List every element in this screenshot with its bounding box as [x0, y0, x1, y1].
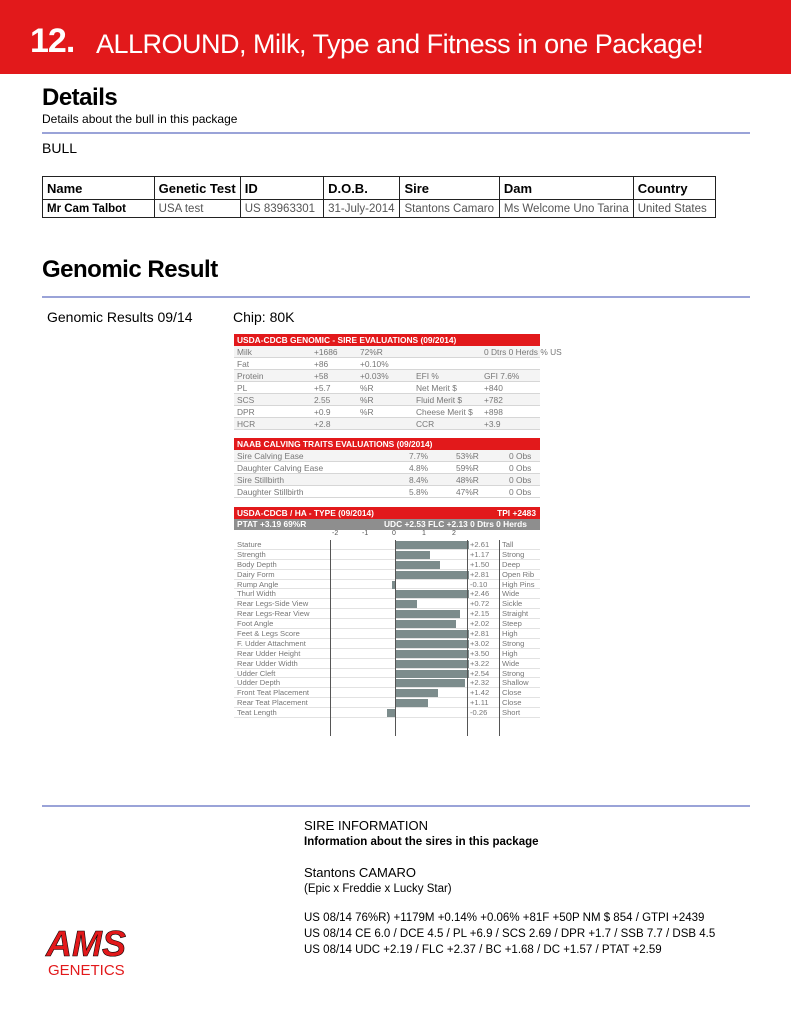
table-cell: Stantons Camaro [400, 200, 499, 218]
sire-info-subheading: Information about the sires in this package [304, 836, 539, 848]
trait-name: Rear Udder Height [237, 648, 301, 658]
logo-text-bottom: GENETICS [48, 962, 125, 978]
evaluation-cell: Protein [237, 371, 264, 381]
type-trait-row [234, 639, 540, 649]
evaluation-cell: +86 [314, 359, 329, 369]
scale-tick-label: 0 [392, 530, 396, 537]
evaluation-cell: Fluid Merit $ [416, 395, 463, 405]
evaluation-cell: Cheese Merit $ [416, 407, 473, 417]
axis-line [330, 540, 331, 736]
trait-description: Deep [502, 559, 521, 569]
evaluation-cell: +3.9 [484, 419, 501, 429]
trait-bar [395, 650, 469, 658]
calving-cell: 5.8% [409, 487, 429, 497]
type-trait-row [234, 540, 540, 550]
type-trait-row [234, 629, 540, 639]
evaluation-cell: +1686 [314, 347, 338, 357]
bull-label: BULL [42, 140, 78, 156]
ptat-value: PTAT +3.19 69%R [237, 519, 307, 529]
trait-description: High [502, 629, 518, 639]
table-row [43, 200, 716, 218]
evaluation-cell: +898 [484, 407, 503, 417]
table-cell: Mr Cam Talbot [43, 200, 155, 218]
trait-bar [395, 670, 469, 678]
type-trait-row [234, 678, 540, 688]
trait-bar [395, 600, 417, 608]
calving-cell: 47%R [456, 487, 479, 497]
bull-table [42, 176, 716, 218]
trait-bar [395, 571, 469, 579]
trait-name: Front Teat Placement [237, 688, 310, 698]
trait-description: Shallow [502, 678, 529, 688]
calving-row [234, 474, 540, 486]
trait-value: +3.22 [470, 658, 490, 668]
trait-bar [395, 699, 428, 707]
table-cell: United States [633, 200, 715, 218]
page-title: ALLROUND, Milk, Type and Fitness in one Package! [96, 29, 704, 59]
evaluation-cell: DPR [237, 407, 255, 417]
trait-name: Body Depth [237, 559, 277, 569]
trait-description: Tall [502, 540, 514, 549]
column-header: Name [43, 177, 155, 200]
type-trait-row [234, 599, 540, 609]
type-trait-row [234, 560, 540, 570]
evaluation-cell: HCR [237, 419, 256, 429]
trait-description: Strong [502, 638, 525, 648]
evaluation-cell: Milk [237, 347, 252, 357]
calving-cell: 7.7% [409, 451, 429, 461]
calving-row [234, 462, 540, 474]
type-trait-row [234, 649, 540, 659]
trait-bar [395, 610, 460, 618]
axis-line [395, 540, 396, 736]
evaluation-cell: Net Merit $ [416, 383, 457, 393]
trait-name: Stature [237, 540, 262, 549]
table-cell: USA test [154, 200, 240, 218]
evaluation-cell: +58 [314, 371, 329, 381]
evaluation-row [234, 358, 540, 370]
trait-name: Rump Angle [237, 579, 279, 589]
trait-description: Wide [502, 658, 520, 668]
type-trait-row [234, 589, 540, 599]
trait-name: Strength [237, 549, 266, 559]
evaluation-cell: +782 [484, 395, 503, 405]
type-trait-row [234, 669, 540, 679]
type-trait-row [234, 698, 540, 708]
calving-row [234, 486, 540, 498]
trait-description: Sickle [502, 599, 523, 609]
trait-bar [395, 689, 438, 697]
type-trait-row [234, 708, 540, 718]
details-subheading: Details about the bull in this package [42, 112, 238, 126]
trait-name: Udder Cleft [237, 668, 276, 678]
evaluation-cell: +2.8 [314, 419, 331, 429]
trait-bar [395, 561, 440, 569]
trait-value: +1.11 [470, 698, 489, 708]
evaluation-cell: %R [360, 383, 374, 393]
logo-text-top: AMS [46, 923, 126, 964]
sire-pedigree: (Epic x Freddie x Lucky Star) [304, 883, 452, 895]
evaluation-cell: +840 [484, 383, 503, 393]
evaluation-cell: 0 Dtrs 0 Herds % US [484, 347, 562, 357]
type-trait-row [234, 659, 540, 669]
trait-description: Strong [502, 549, 525, 559]
evaluation-row [234, 418, 540, 430]
axis-line [499, 540, 500, 736]
trait-bar [395, 679, 465, 687]
column-header: D.O.B. [324, 177, 400, 200]
column-header: Genetic Test [154, 177, 240, 200]
calving-cell: 8.4% [409, 475, 429, 485]
evaluation-cell: +0.10% [360, 359, 389, 369]
trait-description: Short [502, 708, 521, 718]
axis-line [467, 540, 468, 736]
evaluation-cell: +5.7 [314, 383, 331, 393]
trait-bar [395, 541, 469, 549]
calving-cell: Daughter Calving Ease [237, 463, 324, 473]
trait-name: Thurl Width [237, 589, 276, 599]
trait-value: +2.46 [470, 589, 490, 599]
divider [42, 132, 750, 134]
genomic-heading: Genomic Result [42, 256, 218, 283]
table-cell: 31-July-2014 [324, 200, 400, 218]
trait-description: Steep [502, 619, 522, 629]
trait-description: Open Rib [502, 569, 535, 579]
divider [42, 296, 750, 298]
trait-bar [395, 590, 469, 598]
trait-name: Rear Teat Placement [237, 698, 308, 708]
sire-line: US 08/14 CE 6.0 / DCE 4.5 / PL +6.9 / SCS 2.69 / DPR +1.7 / SSB 7.7 / DSB 4.5 [304, 928, 716, 940]
trait-description: Close [502, 698, 522, 708]
type-trait-row [234, 619, 540, 629]
table-cell: US 83963301 [240, 200, 323, 218]
trait-value: +1.17 [470, 549, 490, 559]
trait-bar [395, 620, 456, 628]
scale-tick-label: 1 [422, 530, 426, 537]
calving-cell: 53%R [456, 451, 479, 461]
trait-description: Close [502, 688, 522, 698]
chip-label: Chip: 80K [233, 309, 295, 325]
trait-value: +2.54 [470, 668, 490, 678]
section-number: 12. [30, 22, 75, 60]
type-trait-row [234, 550, 540, 560]
trait-bar [387, 709, 395, 717]
calving-cell: 4.8% [409, 463, 429, 473]
scale-tick-label: -1 [362, 530, 369, 537]
evaluation-cell: EFI % [416, 371, 439, 381]
calving-cell: 0 Obs [509, 475, 532, 485]
trait-value: +1.42 [470, 688, 490, 698]
evaluation-cell: 72%R [360, 347, 383, 357]
trait-description: Wide [502, 589, 520, 599]
type-trait-row [234, 570, 540, 580]
trait-name: Rear Legs-Rear View [237, 609, 310, 619]
table-header-row [43, 177, 716, 200]
trait-name: Teat Length [237, 708, 277, 718]
calving-table [234, 450, 540, 498]
trait-value: +2.61 [470, 540, 490, 549]
calving-cell: 0 Obs [509, 463, 532, 473]
trait-value: -0.10 [470, 579, 488, 589]
calving-cell: 0 Obs [509, 487, 532, 497]
trait-name: Udder Depth [237, 678, 281, 688]
trait-value: -0.26 [470, 708, 488, 718]
udc-flc-value: UDC +2.53 FLC +2.13 0 Dtrs 0 Herds [384, 519, 527, 529]
divider [42, 805, 750, 807]
trait-value: +2.15 [470, 609, 490, 619]
trait-bar [395, 640, 469, 648]
sire-evaluation-header: USDA-CDCB GENOMIC - SIRE EVALUATIONS (09/2014) [234, 334, 540, 346]
table-cell: Ms Welcome Uno Tarina [499, 200, 633, 218]
calving-cell: Daughter Stillbirth [237, 487, 304, 497]
evaluation-cell: PL [237, 383, 248, 393]
sire-line: US 08/14 76%R) +1179M +0.14% +0.06% +81F +50P NM $ 854 / GTPI +2439 [304, 912, 705, 924]
calving-cell: Sire Calving Ease [237, 451, 304, 461]
column-header: ID [240, 177, 323, 200]
trait-description: High Pins [502, 579, 535, 589]
evaluation-row [234, 346, 562, 358]
calving-header: NAAB CALVING TRAITS EVALUATIONS (09/2014) [234, 438, 540, 450]
trait-name: Feet & Legs Score [237, 629, 300, 639]
trait-bar [395, 551, 430, 559]
header-banner [0, 0, 791, 74]
genomic-results-label: Genomic Results 09/14 [47, 309, 193, 325]
calving-row [234, 450, 540, 462]
evaluation-row [234, 406, 540, 418]
column-header: Sire [400, 177, 499, 200]
type-trait-row [234, 609, 540, 619]
sire-name: Stantons CAMARO [304, 865, 416, 880]
trait-name: Rear Udder Width [237, 658, 298, 668]
evaluation-cell: %R [360, 395, 374, 405]
ptat-row [234, 519, 540, 530]
column-header: Dam [499, 177, 633, 200]
scale-tick-label: 2 [452, 530, 456, 537]
genomic-evaluation-panel [234, 334, 562, 718]
calving-cell: 48%R [456, 475, 479, 485]
evaluation-row [234, 370, 540, 382]
trait-name: Foot Angle [237, 619, 274, 629]
trait-description: Straight [502, 609, 529, 619]
details-heading: Details [42, 84, 118, 111]
evaluation-cell: +0.03% [360, 371, 389, 381]
evaluation-cell: 2.55 [314, 395, 331, 405]
trait-bar [395, 630, 469, 638]
calving-cell: Sire Stillbirth [237, 475, 285, 485]
type-header-title: USDA-CDCB / HA - TYPE (09/2014) [237, 508, 374, 518]
evaluation-cell: +0.9 [314, 407, 331, 417]
evaluation-row [234, 382, 540, 394]
tpi-value: TPI +2483 [497, 508, 536, 518]
calving-cell: 59%R [456, 463, 479, 473]
evaluation-cell: %R [360, 407, 374, 417]
column-header: Country [633, 177, 715, 200]
calving-cell: 0 Obs [509, 451, 532, 461]
type-header [234, 507, 540, 519]
trait-value: +3.02 [470, 638, 490, 648]
scale-tick-label: -2 [332, 530, 339, 537]
type-trait-row [234, 688, 540, 698]
trait-name: Rear Legs-Side View [237, 599, 309, 609]
type-traits-chart [234, 540, 540, 718]
trait-description: High [502, 648, 518, 658]
trait-name: F. Udder Attachment [237, 638, 306, 648]
trait-description: Strong [502, 668, 525, 678]
evaluation-cell: CCR [416, 419, 435, 429]
trait-value: +2.81 [470, 629, 490, 639]
trait-name: Dairy Form [237, 569, 275, 579]
trait-bar [395, 660, 469, 668]
evaluation-cell: Fat [237, 359, 250, 369]
evaluation-cell: GFI 7.6% [484, 371, 520, 381]
sire-evaluation-table [234, 346, 562, 430]
trait-value: +2.81 [470, 569, 490, 579]
sire-info-heading: SIRE INFORMATION [304, 818, 428, 833]
trait-value: +0.72 [470, 599, 490, 609]
trait-value: +2.02 [470, 619, 490, 629]
type-trait-row [234, 580, 540, 590]
evaluation-cell: SCS [237, 395, 255, 405]
trait-value: +1.50 [470, 559, 490, 569]
evaluation-row [234, 394, 540, 406]
trait-value: +3.50 [470, 648, 490, 658]
trait-value: +2.32 [470, 678, 490, 688]
type-scale [234, 530, 540, 540]
sire-line: US 08/14 UDC +2.19 / FLC +2.37 / BC +1.68 / DC +1.57 / PTAT +2.59 [304, 944, 662, 956]
ams-genetics-logo [44, 922, 136, 978]
